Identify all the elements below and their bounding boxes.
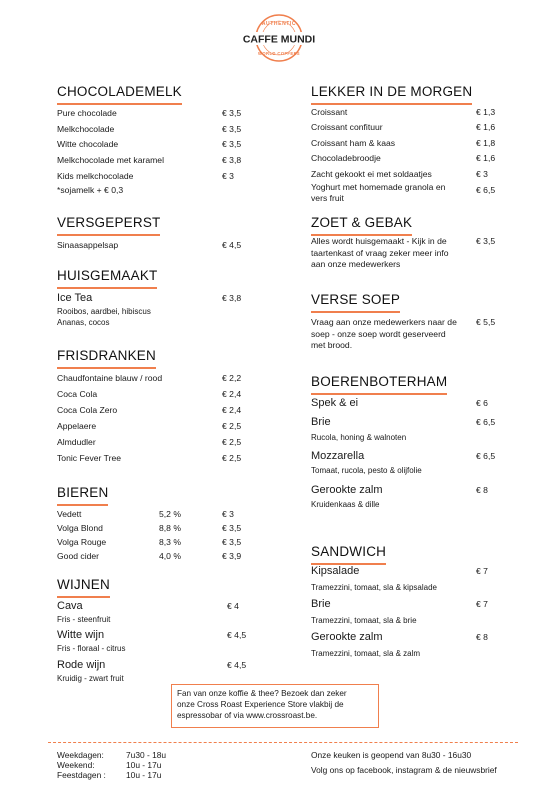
section-versgeperst <box>57 214 160 236</box>
item-description: Rooibos, aardbei, hibiscus <box>57 307 151 316</box>
hours-label: Feestdagen : <box>57 770 106 780</box>
promo-line: Fan van onze koffie & thee? Bezoek dan zeker <box>177 689 347 698</box>
hours-label: Weekdagen: <box>57 750 104 760</box>
item-description: vers fruit <box>311 193 344 203</box>
item-description: Rucola, honing & walnoten <box>311 433 407 442</box>
item-description: Ananas, cocos <box>57 318 110 327</box>
item-description: Kruidenkaas & dille <box>311 500 380 509</box>
svg-text:WORLD COFFEES: WORLD COFFEES <box>258 51 300 56</box>
item-description: Fris - steenfruit <box>57 615 111 624</box>
hours-label: Weekend: <box>57 760 95 770</box>
section-sandwich <box>311 543 386 565</box>
item-description: Fris - floraal - citrus <box>57 644 126 653</box>
section-verse-soep <box>311 291 400 313</box>
item-description: Kruidig - zwart fruit <box>57 674 124 683</box>
footer-divider <box>48 742 518 743</box>
section-frisdranken <box>57 347 156 369</box>
kitchen-hours: Onze keuken is geopend van 8u30 - 16u30 <box>311 750 472 760</box>
section-title: HUISGEMAAKT <box>57 268 157 289</box>
section-title: ZOET & GEBAK <box>311 215 412 236</box>
hours-value: 10u - 17u <box>126 770 162 780</box>
item-description: Tomaat, rucola, pesto & olijfolie <box>311 466 422 475</box>
item-description: aan onze medewerkers <box>311 259 401 269</box>
soy-note: *sojamelk + € 0,3 <box>57 185 124 195</box>
item-description: met brood. <box>311 340 353 350</box>
item-description: Tramezzini, tomaat, sla & kipsalade <box>311 583 437 592</box>
section-chocolademelk <box>57 83 182 105</box>
section-huisgemaakt <box>57 267 157 289</box>
section-title: FRISDRANKEN <box>57 348 156 369</box>
section-title: BOERENBOTERHAM <box>311 374 447 395</box>
hours-value: 7u30 - 18u <box>126 750 167 760</box>
section-title: BIEREN <box>57 485 108 506</box>
item-description: Tramezzini, tomaat, sla & zalm <box>311 649 421 658</box>
promo-line: espressobar of via www.crossroast.be. <box>177 711 318 720</box>
section-wijnen <box>57 576 110 598</box>
cross-roast-promo-box <box>171 684 379 728</box>
svg-text:CAFFE MUNDI: CAFFE MUNDI <box>242 33 316 46</box>
promo-line: onze Cross Roast Experience Store vlakbij de <box>177 700 344 709</box>
item-description: Tramezzini, tomaat, sla & brie <box>311 616 417 625</box>
section-morgen <box>311 83 472 105</box>
section-title: SANDWICH <box>311 544 386 565</box>
social-follow: Volg ons op facebook, instagram & de nieuwsbrief <box>311 765 497 775</box>
section-title: VERSGEPERST <box>57 215 160 236</box>
item-description: soep - onze soep wordt geserveerd <box>311 329 446 339</box>
section-title: VERSE SOEP <box>311 292 400 313</box>
item-description: taartenkast of vraag zeker meer info <box>311 248 449 258</box>
svg-text:AUTHENTIC: AUTHENTIC <box>261 21 297 27</box>
section-title: LEKKER IN DE MORGEN <box>311 84 472 105</box>
hours-value: 10u - 17u <box>126 760 162 770</box>
section-zoet-gebak <box>311 214 412 236</box>
caffe-mundi-logo <box>239 12 319 72</box>
section-bieren <box>57 484 108 506</box>
section-boerenboterham <box>311 373 447 395</box>
section-title: CHOCOLADEMELK <box>57 84 182 105</box>
section-title: WIJNEN <box>57 577 110 598</box>
